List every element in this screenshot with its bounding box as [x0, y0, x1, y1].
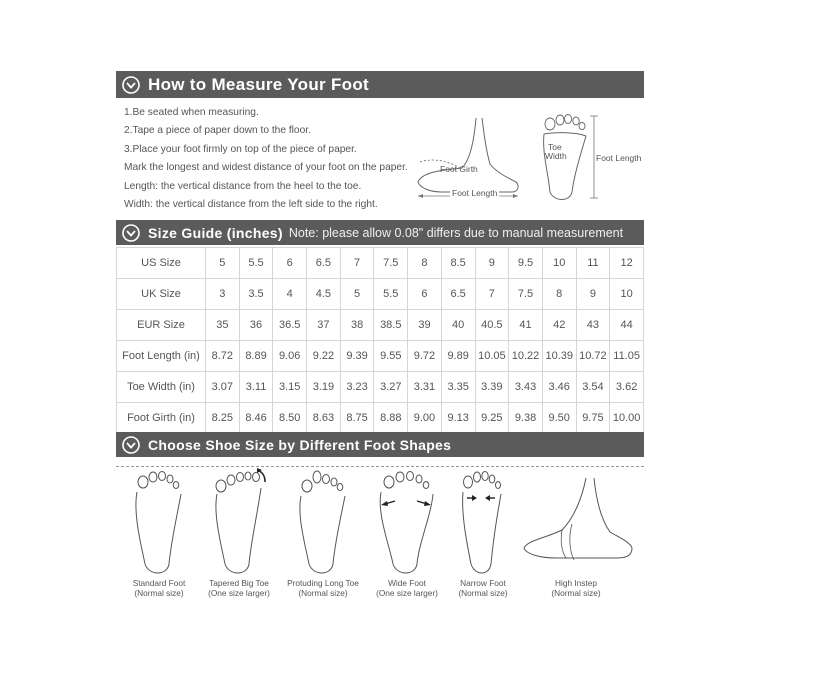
shape-advice: (One size larger) [376, 588, 438, 598]
table-cell: 3.5 [239, 279, 273, 310]
shape-name: Wide Foot [388, 578, 426, 588]
foot-shape-narrow [438, 468, 528, 598]
table-cell: 8.25 [206, 403, 240, 434]
table-cell: 7.5 [509, 279, 543, 310]
row-label: US Size [117, 248, 206, 279]
tapered-foot-icon [209, 468, 269, 578]
table-cell: 8.88 [374, 403, 408, 434]
table-cell: 36 [239, 310, 273, 341]
table-cell: 10.39 [542, 341, 576, 372]
table-cell: 39 [408, 310, 442, 341]
table-cell: 8.46 [239, 403, 273, 434]
table-row [117, 341, 644, 372]
table-cell: 42 [542, 310, 576, 341]
table-cell: 7.5 [374, 248, 408, 279]
table-cell: 10.72 [576, 341, 610, 372]
table-cell: 10.22 [509, 341, 543, 372]
table-row [117, 403, 644, 434]
width-label: Width [545, 151, 567, 161]
protruding-toe-foot-icon [293, 468, 353, 578]
table-cell: 9.39 [340, 341, 374, 372]
table-cell: 3.43 [509, 372, 543, 403]
table-cell: 36.5 [273, 310, 307, 341]
table-cell: 38 [340, 310, 374, 341]
table-cell: 8.5 [441, 248, 475, 279]
table-cell: 3.23 [340, 372, 374, 403]
table-cell: 9.22 [307, 341, 341, 372]
table-cell: 6 [408, 279, 442, 310]
instruction-line: 3.Place your foot firmly on top of the piece of paper. [124, 143, 357, 155]
shape-name: Standard Foot [132, 578, 186, 588]
section-title: Size Guide (inches) [148, 224, 283, 241]
table-cell: 9.00 [408, 403, 442, 434]
table-cell: 9.55 [374, 341, 408, 372]
foot-girth-label: Foot Girth [440, 164, 478, 174]
table-cell: 38.5 [374, 310, 408, 341]
chevron-down-icon [122, 224, 140, 242]
table-cell: 3.07 [206, 372, 240, 403]
table-cell: 5.5 [239, 248, 273, 279]
table-cell: 9 [475, 248, 509, 279]
table-cell: 6.5 [441, 279, 475, 310]
table-cell: 8.89 [239, 341, 273, 372]
table-cell: 7 [340, 248, 374, 279]
shape-name: Tapered Big Toe [209, 578, 269, 588]
table-cell: 3.62 [610, 372, 644, 403]
table-cell: 9.50 [542, 403, 576, 434]
measure-instructions [124, 104, 424, 214]
wide-foot-icon [377, 468, 437, 578]
table-cell: 9.38 [509, 403, 543, 434]
table-cell: 8 [542, 279, 576, 310]
table-cell: 4.5 [307, 279, 341, 310]
table-cell: 3 [206, 279, 240, 310]
table-cell: 9 [576, 279, 610, 310]
standard-foot-icon [129, 468, 189, 578]
row-label: Foot Girth (in) [117, 403, 206, 434]
shape-advice: (One size larger) [208, 588, 270, 598]
table-cell: 9.06 [273, 341, 307, 372]
row-label: EUR Size [117, 310, 206, 341]
table-cell: 9.72 [408, 341, 442, 372]
table-cell: 5 [340, 279, 374, 310]
table-cell: 6.5 [307, 248, 341, 279]
section-title: How to Measure Your Foot [148, 74, 369, 94]
table-cell: 37 [307, 310, 341, 341]
section-header-measure [116, 71, 644, 98]
table-cell: 3.35 [441, 372, 475, 403]
table-row [117, 372, 644, 403]
table-cell: 3.39 [475, 372, 509, 403]
table-cell: 7 [475, 279, 509, 310]
shape-advice: (Normal size) [551, 588, 601, 598]
row-label: Foot Length (in) [117, 341, 206, 372]
table-cell: 10 [610, 279, 644, 310]
table-cell: 3.27 [374, 372, 408, 403]
table-cell: 35 [206, 310, 240, 341]
table-cell: 9.89 [441, 341, 475, 372]
table-cell: 8.50 [273, 403, 307, 434]
table-cell: 43 [576, 310, 610, 341]
size-guide-table [116, 247, 644, 434]
foot-shape-tapered [194, 468, 284, 598]
table-cell: 8 [408, 248, 442, 279]
table-cell: 41 [509, 310, 543, 341]
foot-shape-standard [114, 468, 204, 598]
table-cell: 12 [610, 248, 644, 279]
section-header-size-guide [116, 220, 644, 245]
table-cell: 8.63 [307, 403, 341, 434]
shape-name: Protuding Long Toe [287, 578, 359, 588]
shape-advice: (Normal size) [458, 588, 508, 598]
table-cell: 40.5 [475, 310, 509, 341]
shape-advice: (Normal size) [298, 588, 348, 598]
table-cell: 10 [542, 248, 576, 279]
table-cell: 8.72 [206, 341, 240, 372]
narrow-foot-icon [453, 468, 513, 578]
table-cell: 3.54 [576, 372, 610, 403]
divider [116, 466, 644, 467]
table-cell: 4 [273, 279, 307, 310]
table-cell: 3.19 [307, 372, 341, 403]
table-cell: 3.46 [542, 372, 576, 403]
instruction-line: Length: the vertical distance from the heel to the toe. [124, 180, 362, 192]
size-guide-note: Note: please allow 0.08" differs due to manual measurement [288, 225, 624, 240]
table-cell: 5 [206, 248, 240, 279]
table-cell: 11.05 [610, 341, 644, 372]
section-title: Choose Shoe Size by Different Foot Shapes [148, 436, 452, 453]
foot-length-top-label: Foot Length [596, 153, 642, 163]
instruction-line: 2.Tape a piece of paper down to the floor. [124, 125, 311, 137]
toe-label: Toe [548, 142, 562, 152]
foot-shape-protruding [278, 468, 368, 598]
table-row [117, 279, 644, 310]
table-cell: 5.5 [374, 279, 408, 310]
table-cell: 9.25 [475, 403, 509, 434]
instruction-line: 1.Be seated when measuring. [124, 107, 259, 118]
table-cell: 44 [610, 310, 644, 341]
table-cell: 6 [273, 248, 307, 279]
table-cell: 9.75 [576, 403, 610, 434]
chevron-down-icon [122, 76, 140, 94]
chevron-down-icon [122, 436, 140, 454]
row-label: UK Size [117, 279, 206, 310]
table-cell: 8.75 [340, 403, 374, 434]
shape-name: Narrow Foot [460, 578, 506, 588]
shape-name: High Instep [555, 578, 597, 588]
instruction-line: Width: the vertical distance from the left side to the right. [124, 198, 378, 210]
table-cell: 40 [441, 310, 475, 341]
row-label: Toe Width (in) [117, 372, 206, 403]
table-cell: 9.13 [441, 403, 475, 434]
table-cell: 11 [576, 248, 610, 279]
section-header-foot-shapes [116, 432, 644, 457]
instruction-line: Mark the longest and widest distance of your foot on the paper. [124, 162, 408, 174]
table-cell: 3.31 [408, 372, 442, 403]
foot-length-label: Foot Length [452, 188, 498, 198]
table-cell: 10.00 [610, 403, 644, 434]
table-cell: 9.5 [509, 248, 543, 279]
foot-shape-high-instep [516, 468, 636, 598]
table-cell: 3.11 [239, 372, 273, 403]
table-cell: 3.15 [273, 372, 307, 403]
table-row [117, 310, 644, 341]
table-cell: 10.05 [475, 341, 509, 372]
shape-advice: (Normal size) [134, 588, 184, 598]
high-instep-foot-icon [516, 468, 636, 578]
table-row [117, 248, 644, 279]
